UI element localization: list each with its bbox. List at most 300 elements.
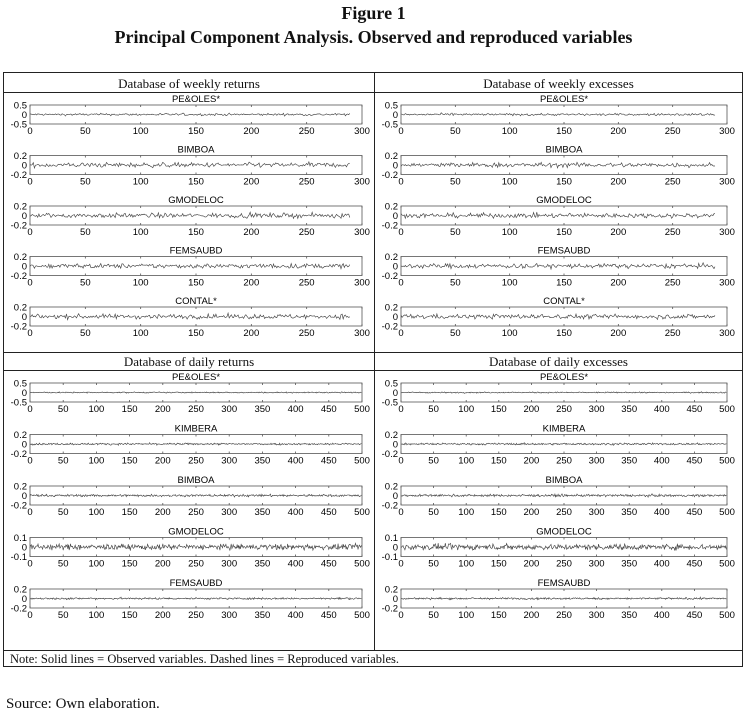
y-tick-label: 0 (392, 388, 398, 399)
x-tick-label: 100 (458, 558, 475, 570)
y-tick-label: -0.2 (381, 500, 398, 512)
y-tick-label: -0.2 (10, 170, 27, 181)
x-tick-label: 100 (501, 328, 518, 339)
x-tick-label: 150 (490, 558, 507, 570)
y-tick-label: 0.2 (384, 430, 398, 441)
axes-box (401, 206, 727, 225)
x-tick-label: 350 (254, 507, 271, 518)
x-tick-label: 300 (221, 610, 238, 621)
x-tick-label: 400 (653, 404, 670, 415)
x-tick-label: 150 (188, 227, 204, 238)
x-tick-label: 100 (88, 455, 105, 467)
subplot-bimboa (11, 145, 370, 188)
y-tick-label: 0 (21, 160, 27, 172)
x-tick-label: 500 (354, 455, 370, 467)
subplot-peoles (382, 372, 735, 415)
x-tick-label: 200 (243, 176, 260, 188)
x-tick-label: 100 (132, 277, 149, 289)
x-tick-label: 400 (653, 455, 670, 467)
x-tick-label: 100 (458, 404, 475, 415)
x-tick-label: 100 (458, 455, 475, 467)
x-tick-label: 100 (501, 277, 518, 289)
x-tick-label: 150 (121, 404, 138, 415)
x-tick-label: 100 (501, 126, 518, 137)
subplot-title: PE&OLES* (171, 94, 221, 105)
x-tick-label: 250 (188, 558, 204, 570)
y-tick-label: -0.5 (10, 397, 27, 409)
x-tick-label: 200 (154, 507, 171, 518)
y-tick-label: -0.2 (10, 500, 27, 512)
x-tick-label: 200 (523, 455, 540, 467)
x-tick-label: 300 (221, 558, 238, 570)
subplot-title: KIMBERA (174, 423, 218, 435)
subplot-title: GMODELOC (536, 526, 592, 538)
panel-header-weekly-returns: Database of weekly returns (4, 75, 374, 93)
x-tick-label: 100 (88, 507, 105, 518)
x-tick-label: 50 (57, 558, 69, 570)
x-tick-label: 150 (121, 455, 138, 467)
y-tick-label: -0.2 (381, 603, 398, 615)
x-tick-label: 450 (686, 610, 703, 621)
x-tick-label: 300 (588, 404, 605, 415)
panel-header-daily-excesses: Database of daily excesses (375, 353, 742, 371)
subplot-title: PE&OLES* (539, 372, 589, 383)
x-tick-label: 300 (221, 455, 238, 467)
subplot-contal (382, 296, 735, 339)
observed-series-line (401, 494, 726, 497)
subplot-femsaubd (382, 578, 735, 621)
y-tick-label: 0.2 (13, 430, 27, 441)
x-tick-label: 350 (621, 610, 638, 621)
x-tick-label: 50 (450, 126, 461, 137)
x-tick-label: 250 (556, 404, 572, 415)
x-tick-label: 150 (490, 507, 507, 518)
subplot-title: PE&OLES* (539, 94, 589, 105)
observed-series-line (401, 263, 715, 269)
x-tick-label: 500 (354, 404, 370, 415)
x-tick-label: 500 (354, 610, 370, 621)
y-tick-label: -0.5 (10, 119, 27, 131)
x-tick-label: 450 (686, 404, 703, 415)
x-tick-label: 50 (450, 277, 461, 289)
x-tick-label: 300 (354, 277, 370, 289)
x-tick-label: 0 (398, 507, 404, 518)
subplot-femsaubd (11, 246, 370, 289)
subplot-gmodeloc (11, 195, 370, 238)
x-tick-label: 400 (653, 558, 670, 570)
x-tick-label: 0 (398, 227, 404, 238)
x-tick-label: 200 (610, 176, 627, 188)
x-tick-label: 250 (664, 126, 681, 137)
x-tick-label: 0 (27, 227, 33, 238)
subplot-kimbera (11, 424, 370, 467)
y-tick-label: 0.2 (384, 252, 398, 263)
subplot-peoles (11, 94, 370, 137)
y-tick-label: 0.2 (384, 201, 398, 213)
x-tick-label: 200 (610, 227, 627, 238)
x-tick-label: 150 (556, 227, 572, 238)
reproduced-series-line (30, 212, 350, 219)
y-tick-label: 0 (21, 439, 27, 451)
observed-series-line (401, 212, 715, 218)
subplot-peoles (11, 372, 370, 415)
figure-note: Note: Solid lines = Observed variables. Dashed lines = Reproduced variables. (10, 652, 400, 666)
axes-box (401, 257, 727, 276)
y-tick-label: 0 (21, 312, 27, 323)
x-tick-label: 100 (501, 176, 518, 188)
x-tick-label: 50 (428, 404, 439, 415)
subplot-title: FEMSAUBD (537, 578, 591, 589)
x-tick-label: 0 (27, 558, 33, 570)
y-tick-label: 0.1 (13, 533, 27, 544)
x-tick-label: 150 (556, 176, 572, 188)
x-tick-label: 50 (450, 328, 461, 339)
x-tick-label: 50 (450, 176, 461, 188)
x-tick-label: 200 (243, 328, 260, 339)
y-tick-label: 0.2 (384, 481, 398, 493)
y-tick-label: 0.5 (384, 100, 398, 112)
x-tick-label: 350 (254, 610, 271, 621)
x-tick-label: 300 (588, 610, 605, 621)
x-tick-label: 450 (320, 610, 337, 621)
y-tick-label: -0.1 (381, 552, 398, 563)
x-tick-label: 450 (686, 507, 703, 518)
x-tick-label: 0 (398, 277, 404, 289)
x-tick-label: 400 (287, 455, 304, 467)
x-tick-label: 400 (287, 610, 304, 621)
x-tick-label: 500 (719, 455, 735, 467)
x-tick-label: 0 (398, 176, 404, 188)
x-tick-label: 500 (719, 610, 735, 621)
x-tick-label: 200 (523, 558, 540, 570)
x-tick-label: 450 (686, 455, 703, 467)
x-tick-label: 300 (354, 227, 370, 238)
x-tick-label: 150 (121, 558, 138, 570)
x-tick-label: 400 (653, 610, 670, 621)
x-tick-label: 50 (57, 507, 69, 518)
y-tick-label: -0.2 (10, 449, 27, 460)
chart-weekly-excesses (375, 93, 742, 351)
x-tick-label: 0 (27, 176, 33, 188)
y-tick-label: 0.5 (13, 100, 27, 112)
x-tick-label: 300 (719, 328, 735, 339)
x-tick-label: 50 (80, 328, 91, 339)
x-tick-label: 250 (188, 507, 204, 518)
x-tick-label: 250 (664, 277, 681, 289)
x-tick-label: 200 (523, 507, 540, 518)
subplot-femsaubd (11, 578, 370, 621)
x-tick-label: 200 (154, 404, 171, 415)
y-tick-label: -0.1 (10, 552, 27, 563)
y-tick-label: 0 (392, 542, 398, 554)
x-tick-label: 0 (398, 455, 404, 467)
reproduced-series-line (401, 314, 715, 320)
x-tick-label: 50 (80, 176, 91, 188)
chart-daily-returns (4, 371, 374, 649)
x-tick-label: 100 (501, 227, 518, 238)
x-tick-label: 50 (428, 610, 439, 621)
x-tick-label: 200 (154, 455, 171, 467)
subplot-title: GMODELOC (536, 195, 592, 206)
y-tick-label: -0.2 (10, 271, 27, 282)
x-tick-label: 500 (354, 558, 370, 570)
x-tick-label: 400 (287, 558, 304, 570)
y-tick-label: 0.2 (13, 201, 27, 213)
y-tick-label: -0.2 (381, 271, 398, 282)
y-tick-label: 0 (21, 211, 27, 222)
y-tick-label: 0 (392, 491, 398, 502)
y-tick-label: 0 (392, 594, 398, 605)
x-tick-label: 300 (588, 507, 605, 518)
y-tick-label: 0 (21, 110, 27, 121)
x-tick-label: 50 (428, 558, 439, 570)
x-tick-label: 500 (354, 507, 370, 518)
x-tick-label: 450 (320, 455, 337, 467)
x-tick-label: 0 (398, 404, 404, 415)
x-tick-label: 250 (556, 507, 572, 518)
x-tick-label: 200 (610, 126, 627, 137)
chart-weekly-returns (4, 93, 374, 351)
x-tick-label: 0 (27, 277, 33, 289)
x-tick-label: 150 (490, 455, 507, 467)
x-tick-label: 400 (287, 507, 304, 518)
x-tick-label: 350 (254, 404, 271, 415)
y-tick-label: 0.5 (384, 378, 398, 390)
x-tick-label: 50 (450, 227, 461, 238)
x-tick-label: 250 (298, 227, 315, 238)
x-tick-label: 150 (556, 328, 572, 339)
observed-series-line (401, 314, 715, 320)
subplot-kimbera (382, 424, 735, 467)
x-tick-label: 100 (132, 176, 149, 188)
x-tick-label: 300 (588, 558, 605, 570)
x-tick-label: 300 (221, 507, 238, 518)
x-tick-label: 250 (556, 558, 572, 570)
y-tick-label: 0 (21, 542, 27, 554)
x-tick-label: 100 (132, 126, 149, 137)
x-tick-label: 300 (719, 277, 735, 289)
x-tick-label: 200 (243, 126, 260, 137)
x-tick-label: 250 (298, 126, 315, 137)
y-tick-label: 0 (21, 388, 27, 399)
x-tick-label: 150 (490, 404, 507, 415)
x-tick-label: 250 (188, 404, 204, 415)
y-tick-label: 0.2 (13, 252, 27, 263)
x-tick-label: 250 (664, 227, 681, 238)
x-tick-label: 150 (490, 610, 507, 621)
subplot-gmodeloc (382, 527, 735, 570)
y-tick-label: 0.2 (13, 302, 27, 314)
x-tick-label: 300 (719, 227, 735, 238)
x-tick-label: 250 (298, 277, 315, 289)
x-tick-label: 50 (57, 455, 69, 467)
y-tick-label: -0.2 (10, 321, 27, 333)
chart-daily-excesses (375, 371, 742, 649)
panel-header-weekly-excesses: Database of weekly excesses (375, 75, 742, 93)
x-tick-label: 450 (320, 507, 337, 518)
y-tick-label: 0 (392, 312, 398, 323)
y-tick-label: -0.2 (10, 603, 27, 615)
x-tick-label: 150 (121, 610, 138, 621)
x-tick-label: 400 (287, 404, 304, 415)
x-tick-label: 200 (610, 277, 627, 289)
subplot-title: BIMBOA (545, 475, 583, 486)
x-tick-label: 150 (556, 277, 572, 289)
x-tick-label: 350 (621, 558, 638, 570)
x-tick-label: 200 (523, 404, 540, 415)
subplot-title: KIMBERA (542, 423, 586, 435)
y-tick-label: 0 (392, 439, 398, 451)
x-tick-label: 450 (686, 558, 703, 570)
y-tick-label: 0 (392, 261, 398, 273)
x-tick-label: 150 (121, 507, 138, 518)
y-tick-label: -0.2 (10, 220, 27, 232)
x-tick-label: 250 (556, 455, 572, 467)
subplot-title: BIMBOA (177, 475, 215, 486)
subplot-title: GMODELOC (168, 195, 224, 206)
x-tick-label: 150 (188, 277, 204, 289)
x-tick-label: 0 (398, 610, 404, 621)
x-tick-label: 250 (664, 176, 681, 188)
x-tick-label: 150 (556, 126, 572, 137)
x-tick-label: 400 (653, 507, 670, 518)
x-tick-label: 50 (80, 126, 91, 137)
x-tick-label: 0 (27, 507, 33, 518)
x-tick-label: 0 (27, 455, 33, 467)
axes-box (30, 206, 362, 225)
y-tick-label: 0 (392, 160, 398, 172)
x-tick-label: 0 (27, 126, 33, 137)
x-tick-label: 300 (221, 404, 238, 415)
x-tick-label: 250 (664, 328, 681, 339)
x-tick-label: 500 (719, 404, 735, 415)
x-tick-label: 0 (27, 328, 33, 339)
subplot-title: BIMBOA (177, 144, 215, 156)
figure-title: Principal Component Analysis. Observed and reproduced variables (114, 27, 633, 47)
x-tick-label: 200 (523, 610, 540, 621)
subplot-femsaubd (382, 246, 735, 289)
x-tick-label: 300 (719, 176, 735, 188)
x-tick-label: 150 (188, 126, 204, 137)
y-tick-label: 0.2 (13, 151, 27, 162)
subplot-title: FEMSAUBD (169, 578, 223, 589)
y-tick-label: 0.5 (13, 378, 27, 390)
observed-series-line (30, 212, 350, 218)
y-tick-label: 0.1 (384, 533, 398, 544)
x-tick-label: 200 (610, 328, 627, 339)
observed-series-line (30, 162, 350, 168)
x-tick-label: 200 (243, 227, 260, 238)
reproduced-series-line (401, 162, 715, 168)
x-tick-label: 50 (428, 455, 439, 467)
y-tick-label: 0 (392, 211, 398, 222)
y-tick-label: -0.2 (381, 449, 398, 460)
panel-header-daily-returns: Database of daily returns (4, 353, 374, 371)
x-tick-label: 250 (556, 610, 572, 621)
x-tick-label: 0 (398, 558, 404, 570)
x-tick-label: 350 (254, 558, 271, 570)
x-tick-label: 250 (298, 176, 315, 188)
y-tick-label: -0.2 (381, 321, 398, 333)
x-tick-label: 350 (254, 455, 271, 467)
x-tick-label: 450 (320, 558, 337, 570)
figure-number: Figure 1 (341, 3, 406, 23)
x-tick-label: 50 (57, 404, 69, 415)
x-tick-label: 350 (621, 455, 638, 467)
x-tick-label: 0 (27, 404, 33, 415)
x-tick-label: 250 (188, 610, 204, 621)
y-tick-label: -0.5 (381, 397, 398, 409)
x-tick-label: 50 (80, 227, 91, 238)
figure-source: Source: Own elaboration. (6, 696, 160, 712)
subplot-title: FEMSAUBD (169, 245, 223, 257)
x-tick-label: 100 (88, 558, 105, 570)
x-tick-label: 300 (354, 176, 370, 188)
x-tick-label: 300 (588, 455, 605, 467)
x-tick-label: 100 (458, 507, 475, 518)
subplot-title: CONTAL* (543, 296, 585, 307)
subplot-bimboa (382, 475, 735, 518)
x-tick-label: 250 (188, 455, 204, 467)
y-tick-label: 0 (392, 110, 398, 121)
y-tick-label: 0 (21, 261, 27, 273)
x-tick-label: 500 (719, 507, 735, 518)
subplot-title: GMODELOC (168, 526, 224, 538)
y-tick-label: 0 (21, 491, 27, 502)
x-tick-label: 200 (154, 558, 171, 570)
x-tick-label: 100 (458, 610, 475, 621)
x-tick-label: 50 (80, 277, 91, 289)
x-tick-label: 350 (621, 404, 638, 415)
subplot-title: PE&OLES* (171, 372, 221, 383)
x-tick-label: 150 (188, 328, 204, 339)
y-tick-label: 0 (21, 594, 27, 605)
subplot-title: FEMSAUBD (537, 245, 591, 257)
x-tick-label: 0 (27, 610, 33, 621)
figure-frame (3, 72, 743, 667)
subplot-title: BIMBOA (545, 144, 583, 156)
y-tick-label: -0.2 (381, 220, 398, 232)
y-tick-label: -0.5 (381, 119, 398, 131)
x-tick-label: 300 (354, 328, 370, 339)
y-tick-label: 0.2 (384, 151, 398, 162)
x-tick-label: 350 (621, 507, 638, 518)
y-tick-label: -0.2 (381, 170, 398, 181)
x-tick-label: 200 (154, 610, 171, 621)
x-tick-label: 450 (320, 404, 337, 415)
x-tick-label: 200 (243, 277, 260, 289)
x-tick-label: 0 (398, 126, 404, 137)
x-tick-label: 100 (132, 328, 149, 339)
x-tick-label: 100 (132, 227, 149, 238)
axes-box (401, 307, 727, 326)
y-tick-label: 0.2 (384, 302, 398, 314)
subplot-contal (11, 296, 370, 339)
subplot-peoles (382, 94, 735, 137)
x-tick-label: 150 (188, 176, 204, 188)
x-tick-label: 0 (398, 328, 404, 339)
subplot-bimboa (11, 475, 370, 518)
x-tick-label: 300 (354, 126, 370, 137)
x-tick-label: 100 (88, 404, 105, 415)
x-tick-label: 100 (88, 610, 105, 621)
x-tick-label: 50 (428, 507, 439, 518)
y-tick-label: 0.2 (384, 584, 398, 596)
y-tick-label: 0.2 (13, 584, 27, 596)
x-tick-label: 500 (719, 558, 735, 570)
x-tick-label: 250 (298, 328, 315, 339)
subplot-bimboa (382, 145, 735, 188)
